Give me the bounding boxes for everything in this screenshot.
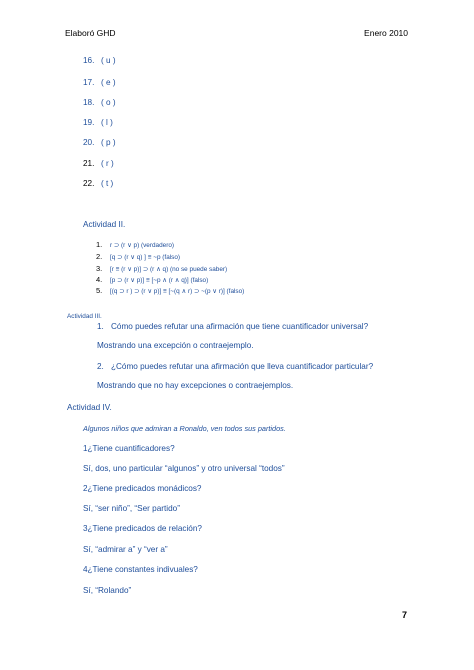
section-title-actividad-4: Actividad IV. (67, 403, 112, 412)
answer-line: Sí, “ser niño”, “Ser partido” (83, 504, 180, 513)
question-line: 2¿Tiene predicados monádicos? (83, 484, 202, 493)
answer-text: ( o ) (101, 98, 116, 107)
answer-text: Mostrando que no hay excepciones o contraejemplos. (97, 381, 294, 390)
answer-number: 21. (83, 159, 95, 168)
question-number: 2. (97, 362, 104, 371)
problem-statement: Algunos niños que admiran a Ronaldo, ven todos sus partidos. (83, 424, 286, 433)
answer-text: ( l ) (101, 118, 113, 127)
question-number: 1. (97, 322, 104, 331)
answer-item (83, 159, 114, 168)
section-title-actividad-3: Actividad III. (67, 313, 102, 320)
answer-item (83, 179, 113, 188)
answer-number: 16. (83, 56, 95, 65)
section-title-actividad-2: Actividad II. (83, 220, 126, 229)
item-text: [q ⊃ (r ∨ q) ] ≡ ~p (falso) (110, 254, 181, 261)
answer-line: Sí, “Rolando” (83, 586, 132, 595)
item-text: r ⊃ (r ∨ p) (verdadero) (110, 242, 175, 249)
header-right: Enero 2010 (364, 28, 408, 38)
item-number: 3. (96, 264, 103, 273)
answer-number: 17. (83, 78, 95, 87)
answer-item (83, 98, 116, 107)
answer-text: Mostrando una excepción o contraejemplo. (97, 341, 254, 350)
answer-item (83, 138, 116, 147)
question-line: 4¿Tiene constantes indivuales? (83, 565, 198, 574)
list-item (96, 252, 180, 261)
page-number: 7 (401, 610, 407, 620)
item-number: 5. (96, 286, 103, 295)
item-text: [(q ⊃ r ) ⊃ (r ∨ p)] ≡ [~(q ∧ r) ⊃ ~(p ∨ r)] (falso) (110, 288, 245, 295)
answer-text: ( u ) (101, 56, 116, 65)
item-text: [p ⊃ (r ∨ p)] ≡ [~p ∧ (r ∧ q)] (falso) (110, 277, 209, 284)
item-number: 2. (96, 252, 103, 261)
list-item (96, 240, 174, 249)
question-text: ¿Cómo puedes refutar una afirmación que lleva cuantificador particular? (111, 362, 374, 371)
answer-line: Sí, dos, uno particular “algunos” y otro universal “todos” (83, 464, 285, 473)
list-item (96, 264, 227, 273)
answer-number: 20. (83, 138, 95, 147)
answer-item (83, 118, 113, 127)
answer-number: 19. (83, 118, 95, 127)
answer-item (83, 78, 116, 87)
answer-text: ( t ) (101, 179, 114, 188)
question-item (97, 322, 368, 331)
answer-text: ( e ) (101, 78, 116, 87)
item-number: 1. (96, 240, 103, 249)
question-text: Cómo puedes refutar una afirmación que tiene cuantificador universal? (111, 322, 369, 331)
answer-text: ( r ) (101, 159, 114, 168)
list-item (96, 275, 208, 284)
answer-number: 18. (83, 98, 95, 107)
item-text: [r ≡ (r ∨ p)] ⊃ (r ∧ q) (no se puede saber) (110, 266, 228, 273)
answer-line: Sí, “admirar a” y “ver a” (83, 545, 168, 554)
question-line: 1¿Tiene cuantificadores? (83, 444, 175, 453)
answer-text: ( p ) (101, 138, 116, 147)
list-item (96, 286, 244, 295)
question-item (97, 362, 373, 371)
item-number: 4. (96, 275, 103, 284)
header-left: Elaboró GHD (65, 28, 116, 38)
answer-item (83, 56, 116, 65)
answer-number: 22. (83, 179, 95, 188)
question-line: 3¿Tiene predicados de relación? (83, 524, 202, 533)
